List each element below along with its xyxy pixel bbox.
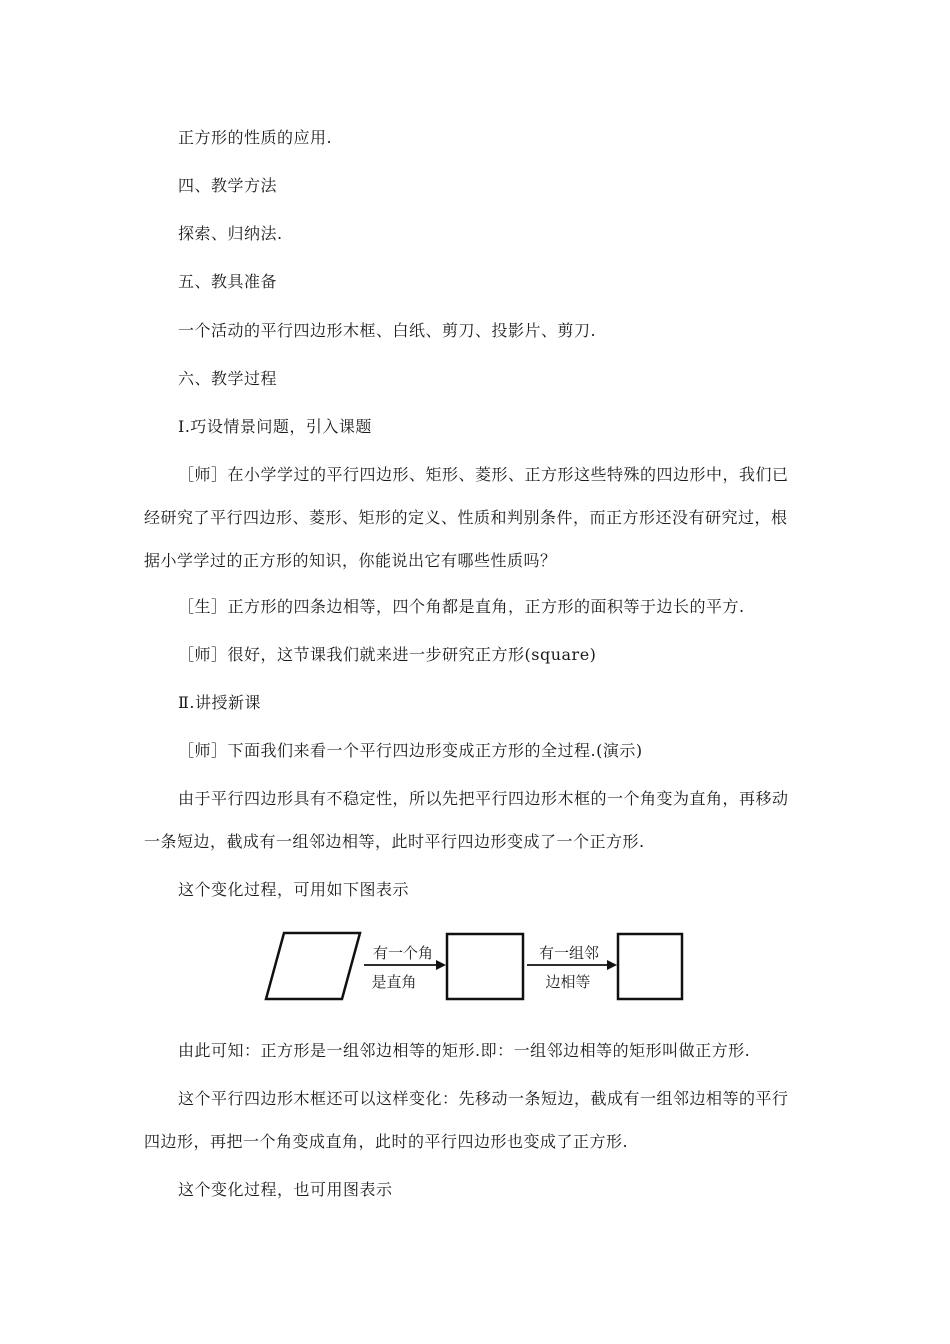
rectangle-shape bbox=[447, 934, 523, 999]
paragraph: 一条短边，截成有一组邻边相等，此时平行四边形变成了一个正方形. bbox=[144, 832, 645, 851]
arrow-2-bottom-label: 边相等 bbox=[545, 973, 591, 991]
arrow-2-head bbox=[607, 960, 617, 970]
arrow-2-top-label: 有一组邻 bbox=[538, 944, 600, 962]
paragraph: 探索、归纳法. bbox=[178, 224, 283, 243]
paragraph: 这个变化过程，可用如下图表示 bbox=[178, 880, 410, 899]
paragraph: 四边形，再把一个角变成直角，此时的平行四边形也变成了正方形. bbox=[144, 1132, 629, 1151]
paragraph: ［师］很好，这节课我们就来进一步研究正方形(square) bbox=[178, 645, 597, 664]
paragraph: 据小学学过的正方形的知识，你能说出它有哪些性质吗？ bbox=[144, 551, 557, 570]
paragraph: 由此可知：正方形是一组邻边相等的矩形.即：一组邻边相等的矩形叫做正方形. bbox=[178, 1041, 751, 1060]
section-heading: 四、教学方法 bbox=[178, 176, 278, 195]
arrow-1-bottom-label: 是直角 bbox=[371, 973, 417, 991]
paragraph: ［师］在小学学过的平行四边形、矩形、菱形、正方形这些特殊的四边形中，我们已 bbox=[178, 465, 789, 484]
subsection-heading: Ⅱ.讲授新课 bbox=[178, 693, 261, 712]
section-heading: 六、教学过程 bbox=[178, 369, 278, 388]
paragraph: ［师］下面我们来看一个平行四边形变成正方形的全过程.(演示) bbox=[178, 741, 643, 760]
paragraph: 这个变化过程，也可用图表示 bbox=[178, 1180, 393, 1199]
paragraph: 一个活动的平行四边形木框、白纸、剪刀、投影片、剪刀. bbox=[178, 321, 597, 340]
subsection-heading: Ⅰ.巧设情景问题，引入课题 bbox=[178, 417, 372, 436]
paragraph: 由于平行四边形具有不稳定性，所以先把平行四边形木框的一个角变为直角，再移动 bbox=[178, 789, 789, 808]
transformation-diagram-svg bbox=[260, 928, 690, 1008]
arrow-1-head bbox=[436, 960, 446, 970]
section-heading: 五、教具准备 bbox=[178, 272, 278, 291]
arrow-1-top-label: 有一个角 bbox=[372, 944, 434, 962]
paragraph: 这个平行四边形木框还可以这样变化：先移动一条短边，截成有一组邻边相等的平行 bbox=[178, 1089, 789, 1108]
square-shape bbox=[618, 934, 682, 999]
paragraph: ［生］正方形的四条边相等，四个角都是直角，正方形的面积等于边长的平方. bbox=[178, 597, 745, 616]
transformation-diagram bbox=[260, 928, 690, 1008]
parallelogram-shape bbox=[266, 933, 360, 999]
paragraph: 经研究了平行四边形、菱形、矩形的定义、性质和判别条件，而正方形还没有研究过，根 bbox=[144, 508, 788, 527]
paragraph: 正方形的性质的应用. bbox=[178, 128, 333, 147]
